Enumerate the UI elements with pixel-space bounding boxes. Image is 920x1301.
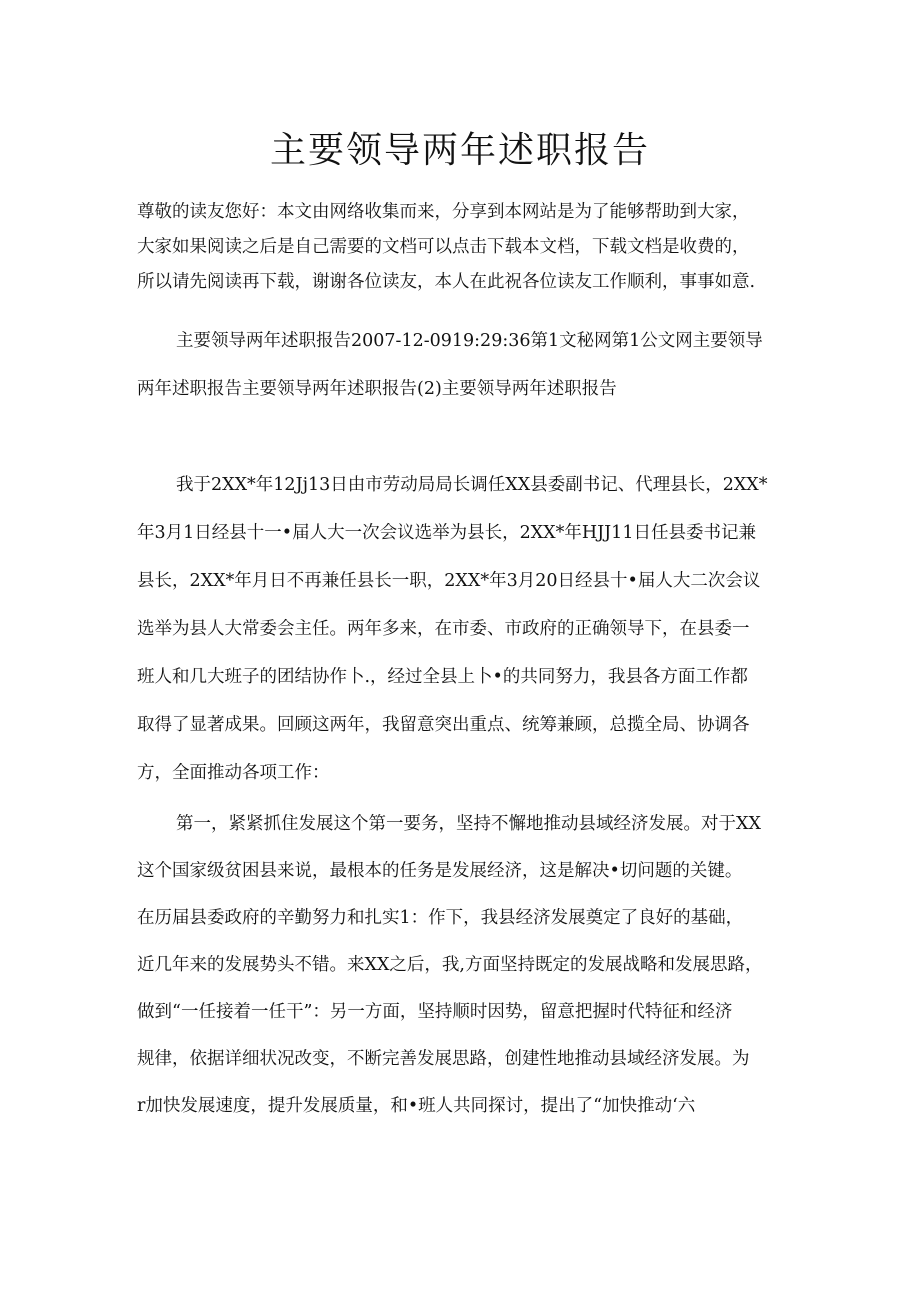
paragraph-1-line-2: 年3月1日经县十一•届人大一次会议选举为县长，2XX*年HJJ11日任县委书记兼 [137, 523, 756, 543]
paragraph-2-line-3: 在历届县委政府的辛勤努力和扎实1：作下，我县经济发展奠定了良好的基础， [137, 908, 744, 928]
paragraph-2-line-7: r加快发展速度，提升发展质量，和•班人共同探讨，提出了“加快推动‘六 [137, 1096, 696, 1116]
paragraph-2-line-1: 第一，紧紧抓住发展这个第一要务，坚持不懈地推动县域经济发展。对于XX [176, 814, 761, 834]
paragraph-1-line-3: 县长，2XX*年月日不再兼任县长一职，2XX*年3月20日经县十•届人大二次会议 [137, 571, 761, 591]
intro-line-1: 尊敬的读友您好：本文由网络收集而来，分享到本网站是为了能够帮助到大家， [137, 202, 750, 222]
paragraph-2-line-6: 规律，依据详细状况改变，不断完善发展思路，创建性地推动县域经济发展。为 [137, 1049, 750, 1069]
paragraph-1-line-5: 班人和几大班子的团结协作卜.，经过全县上卜•的共同努力，我县各方面工作都 [137, 667, 748, 687]
paragraph-1-line-4: 选举为县人大常委会主任。两年多来，在市委、市政府的正确领导下，在县委一 [137, 619, 750, 639]
source-line-1: 主要领导两年述职报告2007-12-0919:29:36第1文秘网第1公文网主要领导 [176, 331, 763, 351]
intro-line-3: 所以请先阅读再下载，谢谢各位读友，本人在此祝各位读友工作顺利，事事如意. [137, 272, 756, 292]
paragraph-1-line-1: 我于2XX*年12Jj13日由市劳动局局长调任XX县委副书记、代理县长，2XX* [176, 475, 768, 495]
paragraph-1-line-7: 方，全面推动各项工作： [137, 763, 330, 783]
source-line-2: 两年述职报告主要领导两年述职报告(2)主要领导两年述职报告 [137, 379, 617, 399]
paragraph-2-line-2: 这个国家级贫困县来说，最根本的任务是发展经济，这是解决•切问题的关键。 [137, 861, 743, 881]
paragraph-1-line-6: 取得了显著成果。回顾这两年，我留意突出重点、统筹兼顾，总揽全局、协调各 [137, 715, 750, 735]
paragraph-2-line-5: 做到“一任接着一任干”：另一方面，坚持顺时因势，留意把握时代特征和经济 [137, 1002, 733, 1022]
paragraph-2-line-4: 近几年来的发展势头不错。来XX之后，我,方面坚持既定的发展战略和发展思路， [137, 955, 763, 975]
intro-line-2: 大家如果阅读之后是自己需要的文档可以点击下载本文档，下载文档是收费的， [137, 237, 750, 257]
document-title: 主要领导两年述职报告 [269, 130, 650, 171]
